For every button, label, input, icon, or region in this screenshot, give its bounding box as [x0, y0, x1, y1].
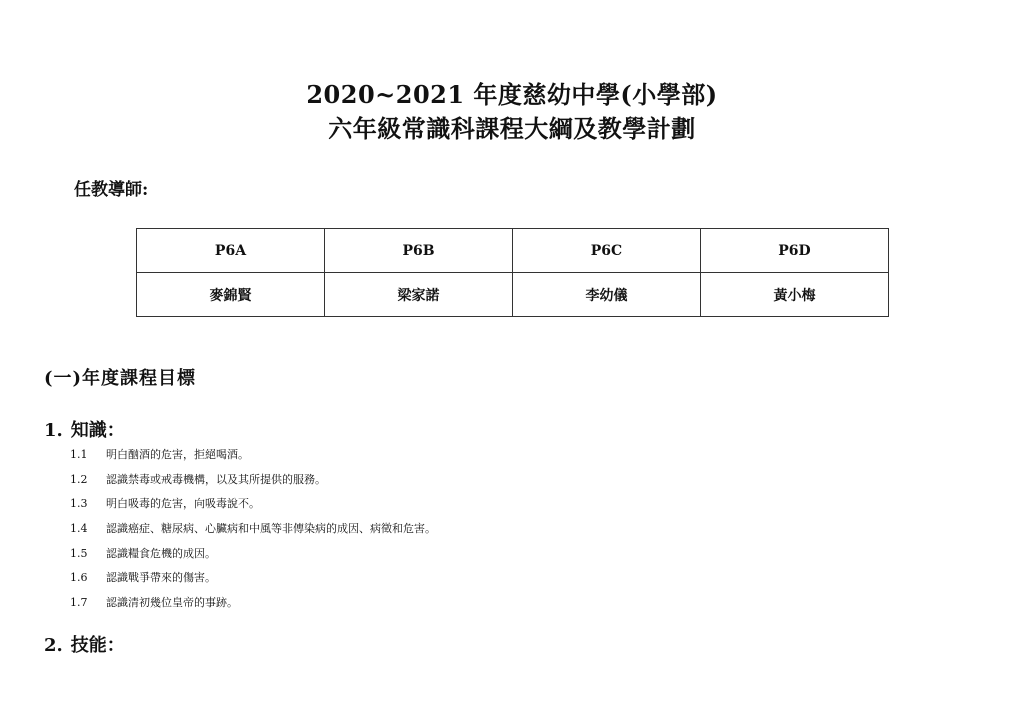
list-item — [70, 547, 436, 572]
class-cell-p6d: P6D — [701, 229, 889, 273]
knowledge-list — [70, 448, 436, 621]
table-header-row — [137, 229, 889, 273]
document-title: 2020~2021 年度慈幼中學(小學部) — [306, 80, 718, 109]
heading-label: 技能： — [70, 635, 125, 656]
item-number: 1.6 — [70, 571, 88, 585]
list-item — [70, 522, 436, 547]
item-number: 1.7 — [70, 596, 88, 610]
list-item — [70, 473, 436, 498]
list-item — [70, 448, 436, 473]
list-item — [70, 571, 436, 596]
table-row — [137, 273, 889, 317]
teacher-name-cell: 李幼儀 — [513, 273, 701, 317]
heading-label: 知識： — [70, 420, 125, 441]
section-heading: (一)年度課程目標 — [44, 368, 197, 389]
item-text: 認識戰爭帶來的傷害。 — [106, 571, 216, 585]
list-item — [70, 497, 436, 522]
item-text: 認識癌症、糖尿病、心臟病和中風等非傳染病的成因、病徵和危害。 — [106, 522, 436, 536]
item-text: 明白吸毒的危害，向吸毒說不。 — [106, 497, 260, 511]
document-subtitle: 六年級常識科課程大綱及教學計劃 — [328, 114, 696, 143]
teacher-name-cell: 麥錦賢 — [137, 273, 325, 317]
heading-number: 2. — [44, 635, 63, 656]
knowledge-heading — [44, 418, 125, 444]
item-text: 認識糧食危機的成因。 — [106, 546, 216, 560]
item-number: 1.2 — [70, 472, 88, 486]
list-item — [70, 596, 436, 621]
item-number: 1.4 — [70, 522, 88, 536]
teacher-name-cell: 梁家諾 — [325, 273, 513, 317]
item-number: 1.5 — [70, 546, 88, 560]
class-cell-p6c: P6C — [513, 229, 701, 273]
teacher-name-cell: 黃小梅 — [701, 273, 889, 317]
teacher-label: 任教導師: — [74, 180, 149, 200]
item-text: 認識清初幾位皇帝的事跡。 — [106, 596, 238, 610]
item-number: 1.1 — [70, 448, 88, 461]
class-cell-p6a: P6A — [137, 229, 325, 273]
item-text: 明白酗酒的危害，拒絕喝酒。 — [106, 448, 249, 461]
class-cell-p6b: P6B — [325, 229, 513, 273]
item-text: 認識禁毒或戒毒機構，以及其所提供的服務。 — [106, 472, 326, 486]
teachers-table — [136, 228, 889, 317]
skills-heading — [44, 633, 125, 659]
item-number: 1.3 — [70, 497, 88, 511]
heading-number: 1. — [44, 420, 63, 441]
